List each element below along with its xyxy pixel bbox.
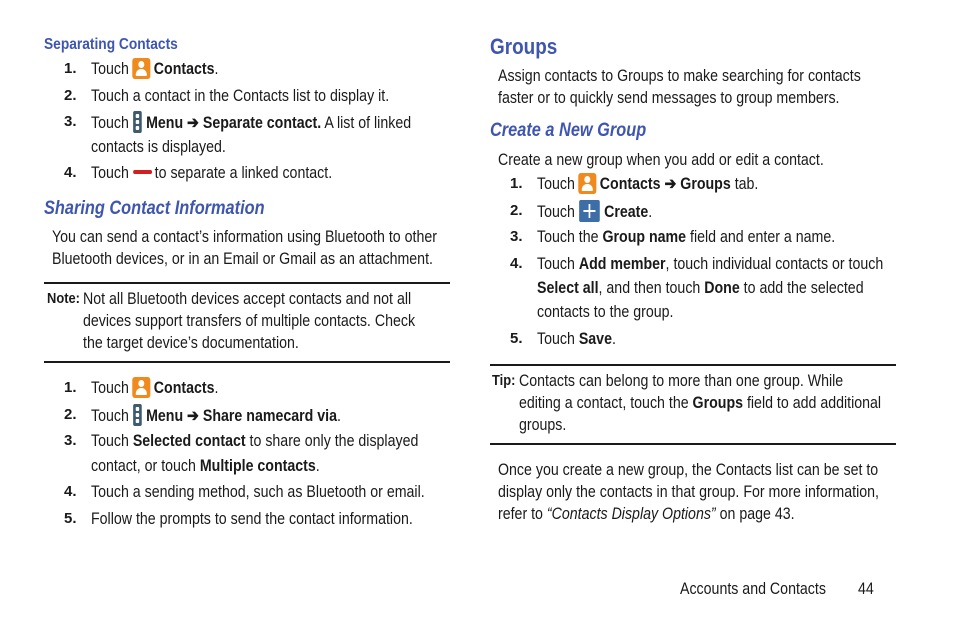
step-text: Touch a sending method, such as Bluetooth or email. <box>91 483 425 501</box>
section-heading-groups: Groups <box>490 34 558 59</box>
step-number: 1. <box>64 379 77 396</box>
step-number: 4. <box>510 255 523 272</box>
note-text: Not all Bluetooth devices accept contacts and not all <box>83 290 412 308</box>
step-text: Follow the prompts to send the contact information. <box>91 510 413 528</box>
contacts-app-icon <box>132 58 150 79</box>
step-number: 3. <box>510 228 523 245</box>
step-number: 2. <box>510 202 523 219</box>
section-heading-sharing-contact-information: Sharing Contact Information <box>44 198 265 219</box>
minus-icon <box>133 170 152 174</box>
step-number: 1. <box>64 60 77 77</box>
menu-icon <box>133 111 142 133</box>
cross-reference-link[interactable]: “Contacts Display Options” <box>546 505 716 523</box>
step-number: 2. <box>64 87 77 104</box>
tip-text: groups. <box>519 416 567 434</box>
step-text: Touch Save. <box>537 330 616 348</box>
section-heading-separating-contacts: Separating Contacts <box>44 36 178 53</box>
note-top-rule <box>44 282 450 284</box>
step-number: 2. <box>64 406 77 423</box>
step-number: 3. <box>64 113 77 130</box>
paragraph: refer to “Contacts Display Options” on page 43. <box>498 505 795 523</box>
tip-bottom-rule <box>490 443 896 445</box>
step-number: 3. <box>64 432 77 449</box>
paragraph: You can send a contact’s information using Bluetooth to other <box>52 228 437 246</box>
step-text: Touch Contacts ➔ Groups tab. <box>537 175 759 193</box>
tip-label: Tip: <box>492 372 516 389</box>
footer-section-title: Accounts and Contacts <box>680 580 826 598</box>
step-number: 1. <box>510 175 523 192</box>
section-heading-create-new-group: Create a New Group <box>490 120 647 141</box>
step-text: Touch Create. <box>537 200 671 223</box>
paragraph: Bluetooth devices, or in an Email or Gmail as an attachment. <box>52 250 433 268</box>
paragraph: Assign contacts to Groups to make searching for contacts <box>498 67 861 85</box>
step-text: Touch Contacts. <box>91 379 219 397</box>
step-text-continued: contact, or touch Multiple contacts. <box>91 457 320 475</box>
step-text: Touch a contact in the Contacts list to display it. <box>91 87 390 105</box>
step-text: Touch Menu ➔ Separate contact. A list of linked <box>91 111 463 134</box>
step-text-continued: Select all, and then touch Done to add the selected <box>537 279 864 297</box>
tip-top-rule <box>490 364 896 366</box>
step-number: 5. <box>510 330 523 347</box>
note-text: devices support transfers of multiple contacts. Check <box>83 312 416 330</box>
paragraph: Create a new group when you add or edit a contact. <box>498 151 824 169</box>
note-bottom-rule <box>44 361 450 363</box>
paragraph: display only the contacts in that group. For more information, <box>498 483 879 501</box>
step-number: 4. <box>64 164 77 181</box>
page-number: 44 <box>858 580 874 598</box>
contacts-app-icon <box>132 377 150 398</box>
tip-text: editing a contact, touch the Groups field to add additional <box>519 394 882 412</box>
step-text: Touch the Group name field and enter a name. <box>537 228 836 246</box>
step-number: 4. <box>64 483 77 500</box>
contacts-app-icon <box>578 173 596 194</box>
menu-icon <box>133 404 142 426</box>
step-text: Touch to separate a linked contact. <box>91 164 333 182</box>
step-text-continued: contacts to the group. <box>537 303 674 321</box>
note-text: the target device’s documentation. <box>83 334 299 352</box>
step-text: Touch Contacts. <box>91 60 219 78</box>
step-text-continued: contacts is displayed. <box>91 138 226 156</box>
note-label: Note: <box>47 290 80 307</box>
step-text: Touch Add member, touch individual contacts or touch <box>537 255 884 273</box>
step-number: 5. <box>64 510 77 527</box>
step-text: Touch Selected contact to share only the displayed <box>91 432 419 450</box>
step-text: Touch Menu ➔ Share namecard via. <box>91 404 382 427</box>
paragraph: faster or to quickly send messages to group members. <box>498 89 840 107</box>
paragraph: Once you create a new group, the Contacts list can be set to <box>498 461 879 479</box>
plus-icon <box>579 200 600 222</box>
tip-text: Contacts can belong to more than one group. While <box>519 372 844 390</box>
